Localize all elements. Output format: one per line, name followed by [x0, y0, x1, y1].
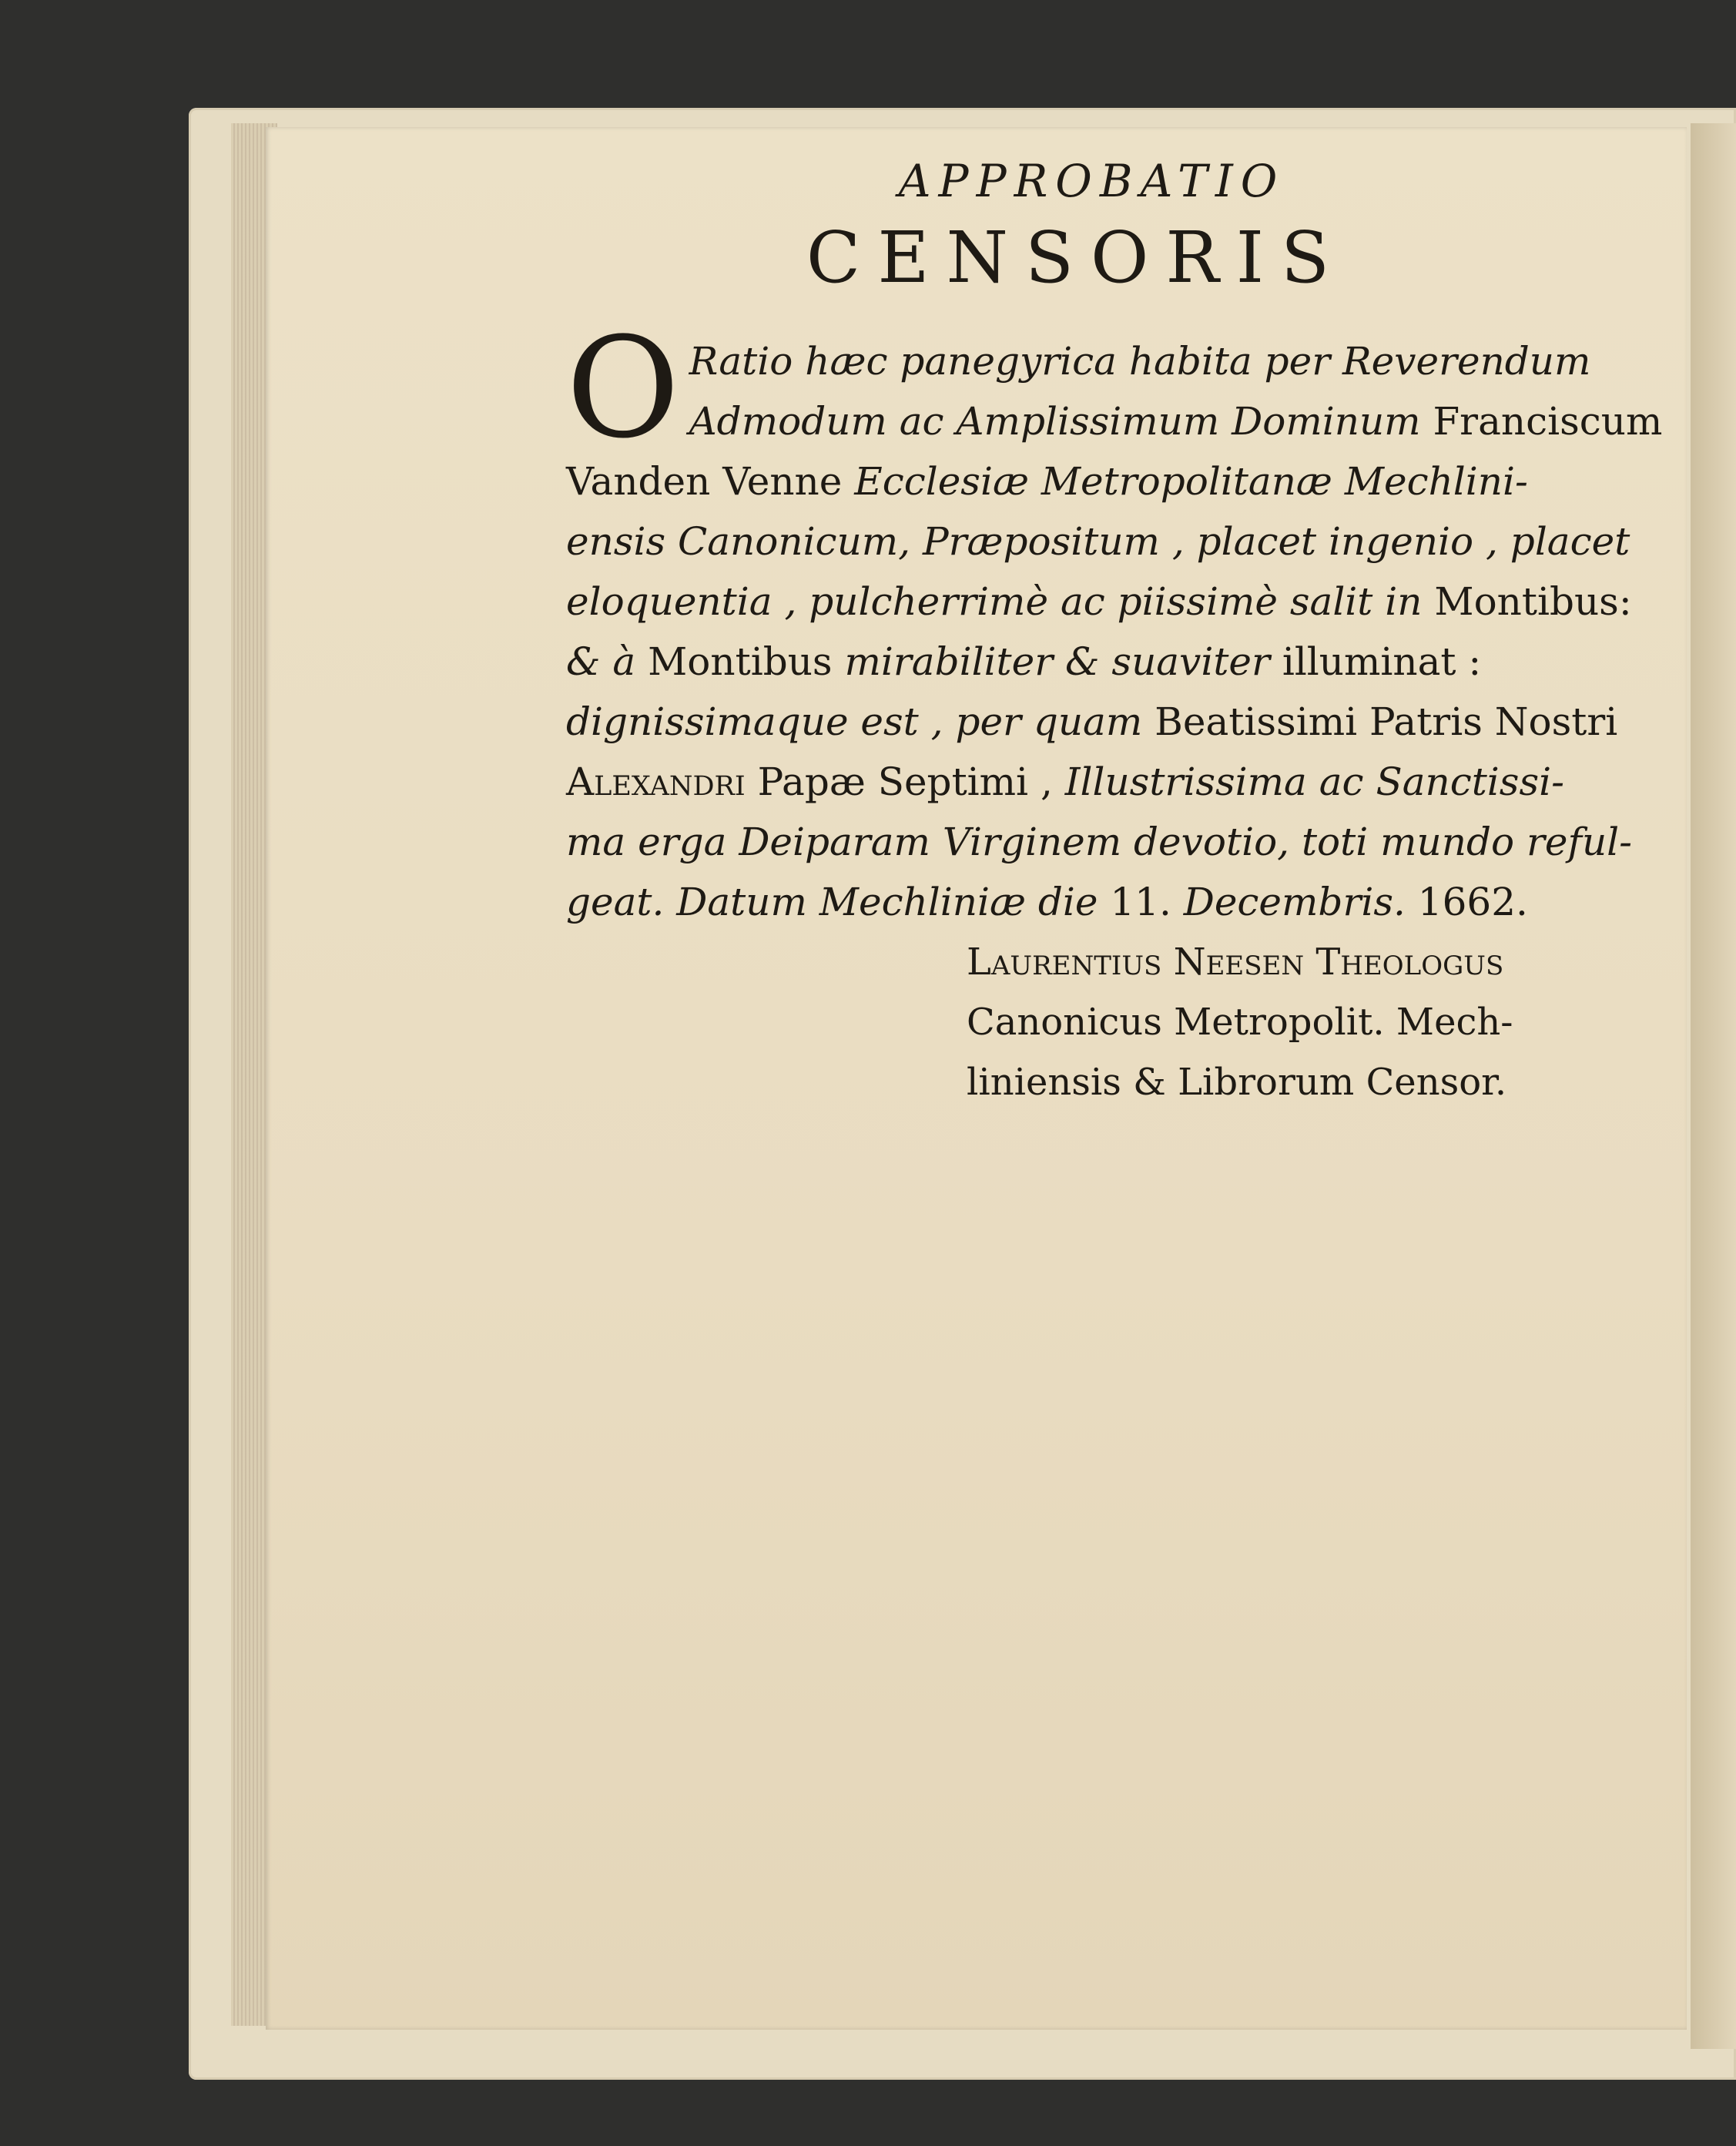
text-segment: Admodum ac Amplissimum Dominum [689, 399, 1433, 444]
text-segment: eloquentia , pulcherrimè ac piissimè salit in [566, 579, 1435, 624]
text-line [566, 331, 1591, 391]
text-line [566, 511, 1630, 572]
heading-censoris: CENSORIS [806, 216, 1347, 299]
text-segment: Montibus: [1434, 579, 1632, 624]
approbation-text [566, 154, 1663, 1112]
text-line [566, 391, 1663, 451]
text-line [566, 692, 1618, 752]
text-segment: Illustrissima ac Sanctissi- [1064, 759, 1565, 804]
approbation-body [566, 308, 1663, 1112]
text-line [566, 572, 1632, 632]
text-segment: Decembris. [1171, 880, 1418, 924]
text-segment: & à [566, 639, 648, 684]
facing-page-edge [1691, 123, 1736, 2049]
text-segment: Beatissimi Patris Nostri [1155, 699, 1618, 744]
text-segment: Montibus [648, 639, 833, 684]
text-line [566, 872, 1556, 932]
signature-line: Canonicus Metropolit. Mech- [967, 1001, 1513, 1044]
text-segment: illuminat : [1282, 639, 1482, 684]
text-segment: ma erga Deiparam Virginem devotio, toti mundo reful- [566, 820, 1633, 864]
text-segment: Ratio hæc panegyrica habita per Reverendum [689, 339, 1591, 384]
text-segment: dignissimaque est , per quam [566, 699, 1155, 744]
text-line [566, 632, 1556, 692]
text-segment: Franciscum [1433, 399, 1663, 444]
text-line [566, 451, 1556, 511]
text-line [566, 812, 1633, 872]
text-segment: Ecclesiæ Metropolitanæ Mechlini- [842, 459, 1528, 504]
text-segment: Alexandri [566, 759, 746, 804]
text-segment: Vanden Venne [566, 459, 843, 504]
drop-cap: O [566, 308, 680, 469]
text-segment: 11. [1110, 880, 1171, 924]
text-line [566, 752, 1565, 812]
censor-signature [967, 932, 1556, 1112]
signature-line: liniensis & Librorum Censor. [967, 1061, 1507, 1104]
signature-line: Laurentius Neesen Theologus [967, 941, 1504, 984]
text-segment: mirabiliter & suaviter [832, 639, 1282, 684]
text-segment: Papæ Septimi , [745, 759, 1065, 804]
heading-approbatio: APPROBATIO [898, 155, 1285, 207]
text-segment: geat. Datum Mechliniæ die [566, 880, 1111, 924]
text-segment: 1662. [1417, 880, 1528, 924]
text-segment: ensis Canonicum, Præpositum , placet ingenio , placet [566, 519, 1630, 564]
